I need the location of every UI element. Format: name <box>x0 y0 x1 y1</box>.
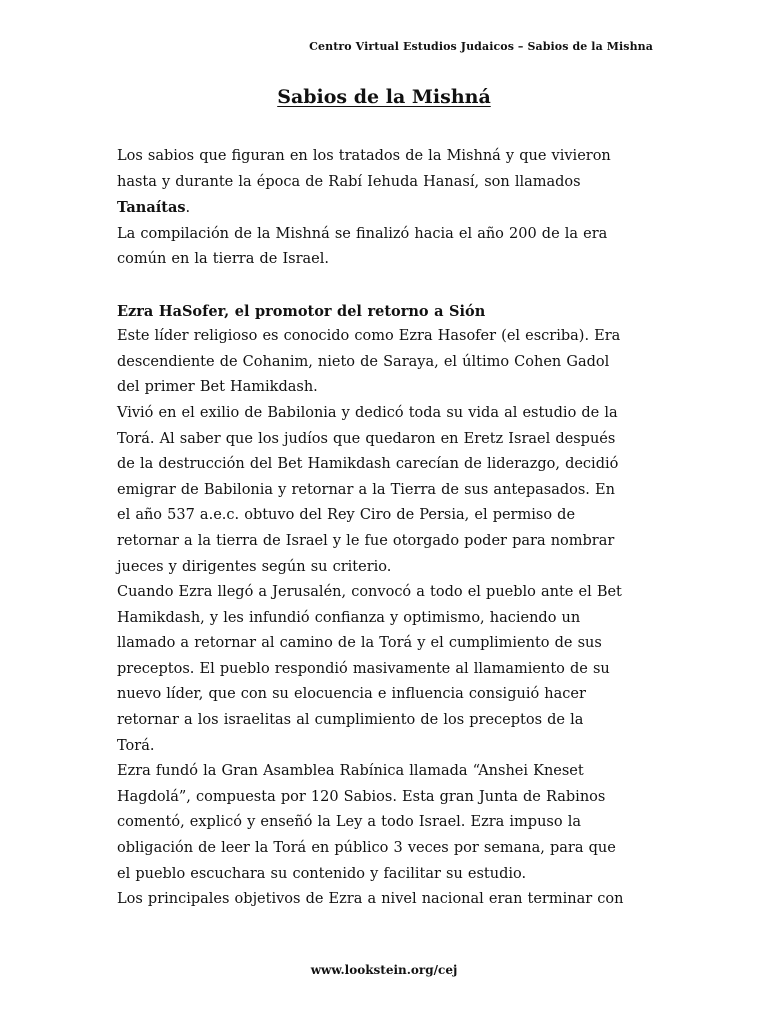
intro-line-2: hasta y durante la época de Rabí Iehuda Hanasí, son llamados <box>117 173 581 190</box>
page-title-text: Sabios de la Mishná <box>277 86 491 108</box>
body-line: llamado a retornar al camino de la Torá y el cumplimiento de sus <box>117 635 602 652</box>
body-line: Cuando Ezra llegó a Jerusalén, convocó a todo el pueblo ante el Bet <box>117 584 622 601</box>
intro-line-1: Los sabios que figuran en los tratados de la Mishná y que vivieron <box>117 148 611 164</box>
body-line: Hamikdash, y les infundió confianza y optimismo, haciendo un <box>117 609 581 626</box>
intro-line-4: La compilación de la Mishná se finalizó hacia el año 200 de la era <box>117 225 608 242</box>
tanaitas-suffix: . <box>185 200 191 217</box>
body-line: Vivió en el exilio de Babilonia y dedicó toda su vida al estudio de la <box>117 404 618 421</box>
section-heading: Ezra HaSofer, el promotor del retorno a Sión <box>117 302 486 320</box>
body-line: Ezra fundó la Gran Asamblea Rabínica llamada “Anshei Kneset <box>117 763 584 780</box>
body-line: nuevo líder, que con su elocuencia e influencia consiguió hacer <box>117 686 586 703</box>
body-line: del primer Bet Hamikdash. <box>117 379 318 396</box>
body-line: obligación de leer la Torá en público 3 veces por semana, para que <box>117 840 616 857</box>
body-line: el pueblo escuchara su contenido y facilitar su estudio. <box>117 865 527 882</box>
body-line: jueces y dirigentes según su criterio. <box>117 558 392 575</box>
body-line: Torá. <box>117 737 155 754</box>
body-line: descendiente de Cohanim, nieto de Saraya, el último Cohen Gadol <box>117 353 610 370</box>
body-line: Hagdolá”, compuesta por 120 Sabios. Esta gran Junta de Rabinos <box>117 788 606 805</box>
body-line: emigrar de Babilonia y retornar a la Tierra de sus antepasados. En <box>117 481 615 498</box>
footer-url-link[interactable]: www.lookstein.org/cej <box>310 963 458 977</box>
body-line: el año 537 a.e.c. obtuvo del Rey Ciro de Persia, el permiso de <box>117 507 576 524</box>
body-line: preceptos. El pueblo respondió masivamente al llamamiento de su <box>117 660 610 677</box>
tanaitas-term: Tanaítas <box>117 199 186 217</box>
running-header: Centro Virtual Estudios Judaicos – Sabios de la Mishna <box>309 40 653 53</box>
body-line: retornar a la tierra de Israel y le fue otorgado poder para nombrar <box>117 532 615 549</box>
page-title <box>0 86 768 108</box>
body-line: retornar a los israelitas al cumplimiento de los preceptos de la <box>117 712 584 729</box>
body-line: comentó, explicó y enseñó la Ley a todo Israel. Ezra impuso la <box>117 814 581 831</box>
body-line: de la destrucción del Bet Hamikdash carecían de liderazgo, decidió <box>117 456 619 473</box>
intro-line-3 <box>117 195 662 222</box>
intro-line-5: común en la tierra de Israel. <box>117 251 330 268</box>
paragraph-spacer <box>117 273 662 299</box>
body-line: Los principales objetivos de Ezra a nivel nacional eran terminar con <box>117 891 624 908</box>
document-body <box>117 144 662 913</box>
body-line: Este líder religioso es conocido como Ezra Hasofer (el escriba). Era <box>117 328 621 345</box>
body-line: Torá. Al saber que los judíos que quedaron en Eretz Israel después <box>117 430 616 447</box>
